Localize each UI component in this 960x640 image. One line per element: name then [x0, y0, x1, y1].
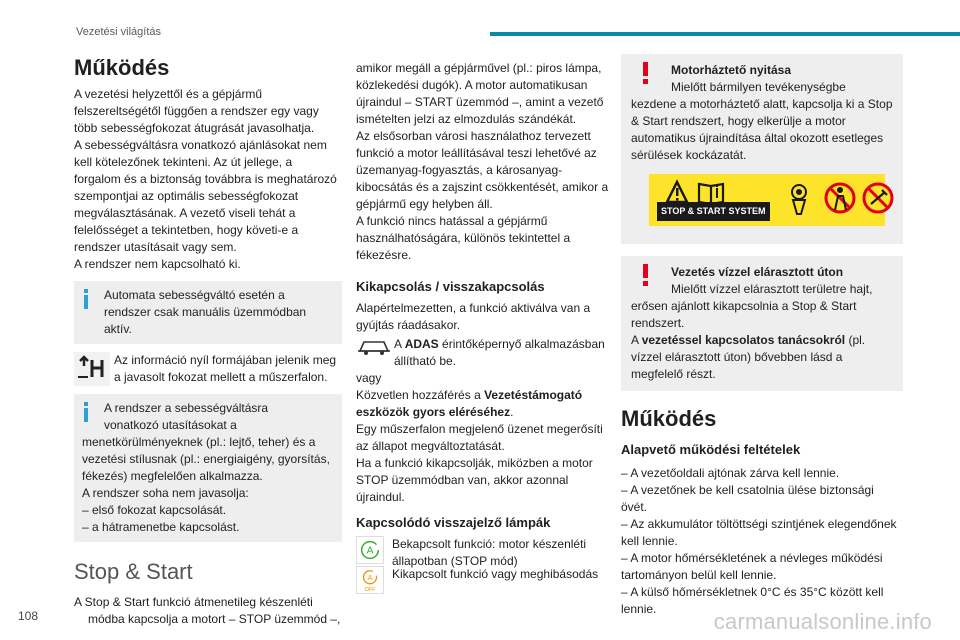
warning-text: erősen ajánlott kikapcsolnia a Stop & Start rendszert. — [631, 299, 857, 330]
paragraph: Ha a funkció kikapcsolják, miközben a motor STOP üzemmódban van, akkor azonnal újraindul. — [356, 456, 593, 504]
warning-title: Vezetés vízzel elárasztott úton — [671, 265, 844, 279]
svg-text:A: A — [367, 573, 373, 582]
list-item: – Az akkumulátor töltöttségi szintjének elegendőnek kell lennie. — [621, 517, 897, 548]
section-title-mukodes-2: Működés — [621, 406, 717, 431]
paragraph: A rendszer nem kapcsolható ki. — [74, 257, 241, 271]
stop-start-active-lamp-icon — [356, 536, 384, 564]
info-text: Automata sebességváltó esetén a — [104, 288, 285, 302]
paragraph: A vezetési helyzettől és a gépjármű felszereltségétől függően a rendszer egy vagy több sebességfokozat átugrását javasolhatja. — [74, 87, 319, 135]
paragraph: Alapértelmezetten, a funkció aktiválva van a gyújtás ráadásakor. — [356, 301, 591, 332]
adas-text: A ADAS érintőképernyő alkalmazásban állítható be. — [394, 337, 605, 368]
info-text: A rendszer soha nem javasolja: — [82, 486, 249, 500]
section-title-mukodes: Működés — [74, 55, 170, 80]
warning-text: Mielőtt vízzel elárasztott területre hajt, — [671, 282, 873, 296]
heading-kikapcsolas: Kikapcsolás / visszakapcsolás — [356, 279, 545, 294]
paragraph: Egy műszerfalon megjelenő üzenet megerősíti az állapot megváltoztatását. — [356, 422, 603, 453]
svg-text:A: A — [366, 545, 374, 557]
lamp-on-row — [356, 536, 616, 570]
paragraph: vagy — [356, 371, 382, 385]
column-right — [621, 54, 903, 618]
list-item: – A külső hőmérsékletnek 0°C és 35°C között kell lennie. — [621, 585, 884, 616]
lamp-text: Kikapcsolt funkció vagy meghibásodás — [392, 567, 599, 581]
column-middle — [356, 60, 616, 594]
section-title-stop-start: Stop & Start — [74, 559, 193, 584]
svg-text:OFF: OFF — [364, 587, 376, 594]
running-head: Vezetési világítás — [76, 26, 161, 38]
car-icon — [356, 336, 392, 358]
lamp-off-row — [356, 566, 616, 594]
paragraph: A Stop & Start funkció átmenetileg készenléti — [74, 595, 313, 609]
gear-shift-indicator-icon — [74, 352, 110, 386]
info-icon — [84, 289, 88, 309]
warning-text: A vezetéssel kapcsolatos tanácsokról (pl. vízzel elárasztott úton) bővebben lásd a megfelelő részt. — [631, 333, 866, 381]
info-icon — [84, 402, 88, 422]
list-item: – a hátramenetbe kapcsolást. — [82, 520, 240, 534]
paragraph: Közvetlen hozzáférés a Vezetéstámogató eszközök gyors eléréséhez. — [356, 388, 583, 419]
list-item: – első fokozat kapcsolását. — [82, 503, 227, 517]
header-rule — [490, 32, 960, 36]
gear-note-text: Az információ nyíl formájában jelenik meg a javasolt fokozat mellett a műszerfalon. — [114, 353, 337, 384]
list-item: – A vezetőoldali ajtónak zárva kell lennie. — [621, 466, 840, 480]
list-item: – A motor hőmérsékletének a névleges működési tartományon belül kell lennie. — [621, 551, 883, 582]
info-text: vonatkozó utasításokat a — [104, 418, 237, 432]
info-text: menetkörülményeknek (pl.: lejtő, teher) és a vezetési stílusnak (pl.: energiaigény, gyorsítás, fékezés) megfelelően alkalmazza. — [82, 435, 330, 483]
warning-icon — [643, 62, 648, 84]
paragraph: Az elsősorban városi használathoz tervezett funkció a motor leállításával teszi lehetővé az üzemanyag-fogyasztás, a károsanyag-kibocsátás és a zajszint csökkentését, amikor a gépjármű egy helyben áll. — [356, 129, 609, 211]
paragraph: A funkció nincs hatással a gépjármű használhatóságára, különös tekintettel a fékezésre. — [356, 214, 571, 262]
warning-box-flooded-road — [621, 256, 903, 391]
warning-icon — [643, 264, 648, 286]
info-box-automatic — [74, 281, 342, 344]
warning-text: kezdene a motorháztető alatt, kapcsolja ki a Stop & Start rendszert, hogy elkerülje a motor automatikus újraindítása által okozott esetleges sérülések kockázatát. — [631, 97, 893, 162]
info-text: A rendszer a sebességváltásra — [104, 401, 269, 415]
gear-shift-note — [74, 352, 342, 386]
page-number: 108 — [18, 609, 39, 623]
warning-box-bonnet — [621, 54, 903, 244]
adas-note — [356, 336, 616, 370]
stop-start-off-lamp-icon — [356, 566, 384, 594]
heading-basic-conditions: Alapvető működési feltételek — [621, 442, 801, 457]
column-left — [74, 54, 342, 628]
banner-label: STOP & START SYSTEM — [657, 202, 770, 221]
list-item: – A vezetőnek be kell csatolnia ülése biztonsági övét. — [621, 483, 874, 514]
warning-title: Motorháztető nyitása — [671, 63, 792, 77]
info-text: rendszer csak manuális üzemmódban aktív. — [104, 305, 307, 336]
info-box-gear-recommendations — [74, 394, 342, 542]
paragraph: amikor megáll a gépjárművel (pl.: piros lámpa, közlekedési dugók). A motor automatikusan újraindul – START üzemmód –, amint a vezető ismételten jelzi az elmozdulás szándékát. — [356, 61, 604, 126]
paragraph: A sebességváltásra vonatkozó ajánlásokat nem kell kötelezőnek tekinteni. Az út jellege, a forgalom és a biztonság továbbra is meghatározó szempontjai az optimális sebességfokozat megválasztásának. A vezető viseli tehát a felelősséget a tekintetben, hogy követi-e a rendszer utasításait vagy sem. — [74, 138, 337, 254]
lamp-text: Bekapcsolt funkció: motor készenléti állapotban (STOP mód) — [392, 537, 587, 568]
heading-lamps: Kapcsolódó visszajelző lámpák — [356, 515, 551, 530]
paragraph: módba kapcsolja a motort – STOP üzemmód –, — [88, 612, 341, 626]
warning-text: Mielőtt bármilyen tevékenységbe — [671, 80, 846, 94]
watermark: carmanualsonline.info — [713, 609, 932, 634]
stop-start-pictogram-banner — [649, 174, 885, 226]
